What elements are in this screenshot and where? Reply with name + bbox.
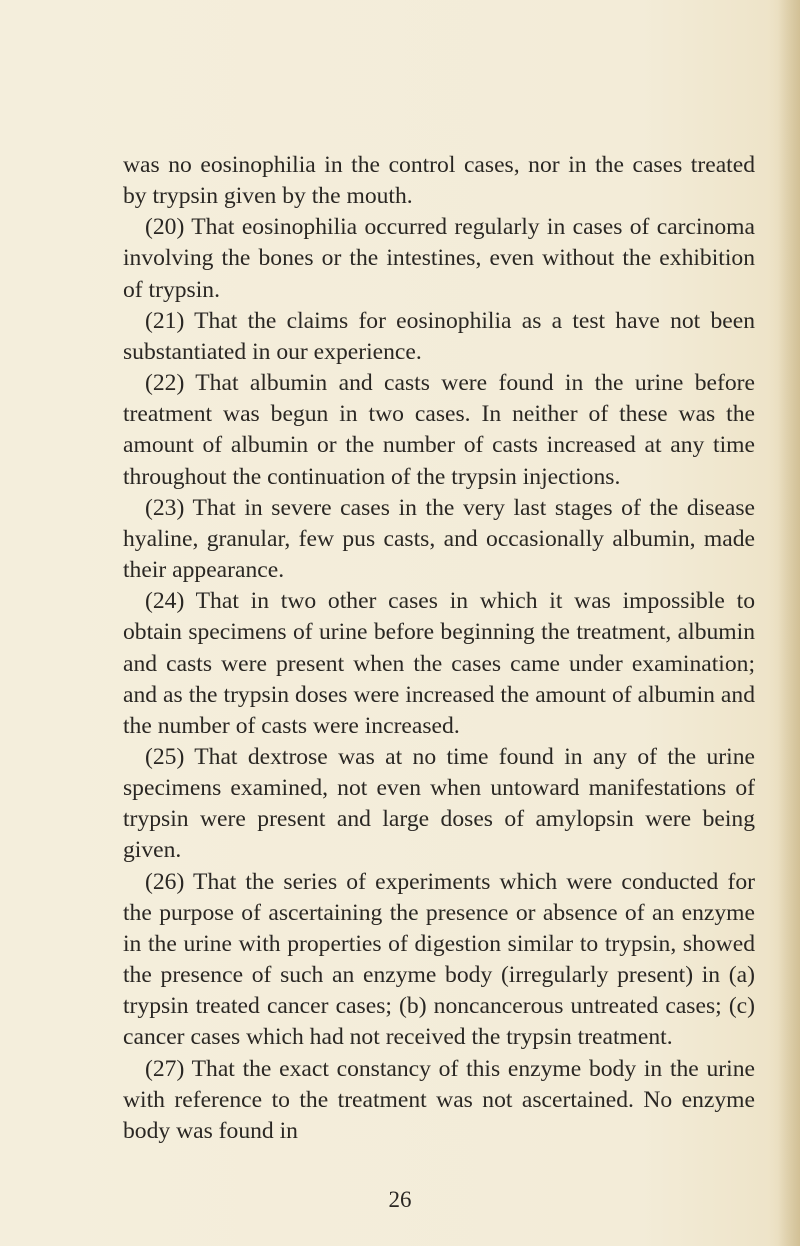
paragraph-25: (25) That dextrose was at no time found in any of the urine specimens examined, not even when untoward manifestations of trypsin were present and large doses of amylopsin were being given. xyxy=(123,743,755,864)
paragraph-20: (20) That eosinophilia occurred regularly in cases of carcinoma involving the bones or the intestines, even without the exhibition of trypsin. xyxy=(123,214,755,303)
page-edge-shadow xyxy=(778,0,800,1246)
paragraph-continuation: was no eosinophilia in the control cases, nor in the cases treated by trypsin given by the mouth. xyxy=(123,152,755,210)
body-text xyxy=(123,150,755,1147)
paragraph-22: (22) That albumin and casts were found in the urine before treatment was begun in two cases. In neither of these was the amount of albumin or the number of casts increased at any time throughout the continuation of the trypsin injections. xyxy=(123,370,755,490)
paragraph-23: (23) That in severe cases in the very last stages of the disease hyaline, granular, few pus casts, and occasionally albumin, made their appearance. xyxy=(123,494,755,584)
paragraph-27: (27) That the exact constancy of this enzyme body in the urine with reference to the treatment was not ascertained. No enzyme body was found in xyxy=(123,1055,755,1144)
paragraph-26: (26) That the series of experiments which were conducted for the purpose of ascertaining the presence or absence of an enzyme in the urine with properties of digestion similar to trypsin, showed the presence of such an enzyme body (irregularly present) in (a) trypsin treated cancer cases; (b) noncancerous untreated cases; (c) cancer cases which had not received the trypsin treatment. xyxy=(123,868,755,1051)
paragraph-21: (21) That the claims for eosinophilia as a test have not been substantiated in our experience. xyxy=(123,307,755,365)
page-number: 26 xyxy=(388,1187,412,1212)
paragraph-24: (24) That in two other cases in which it was impossible to obtain specimens of urine before beginning the treatment, albumin and casts were present when the cases came under examination; and as the trypsin doses were increased the amount of albumin and the number of casts were increased. xyxy=(123,588,755,739)
